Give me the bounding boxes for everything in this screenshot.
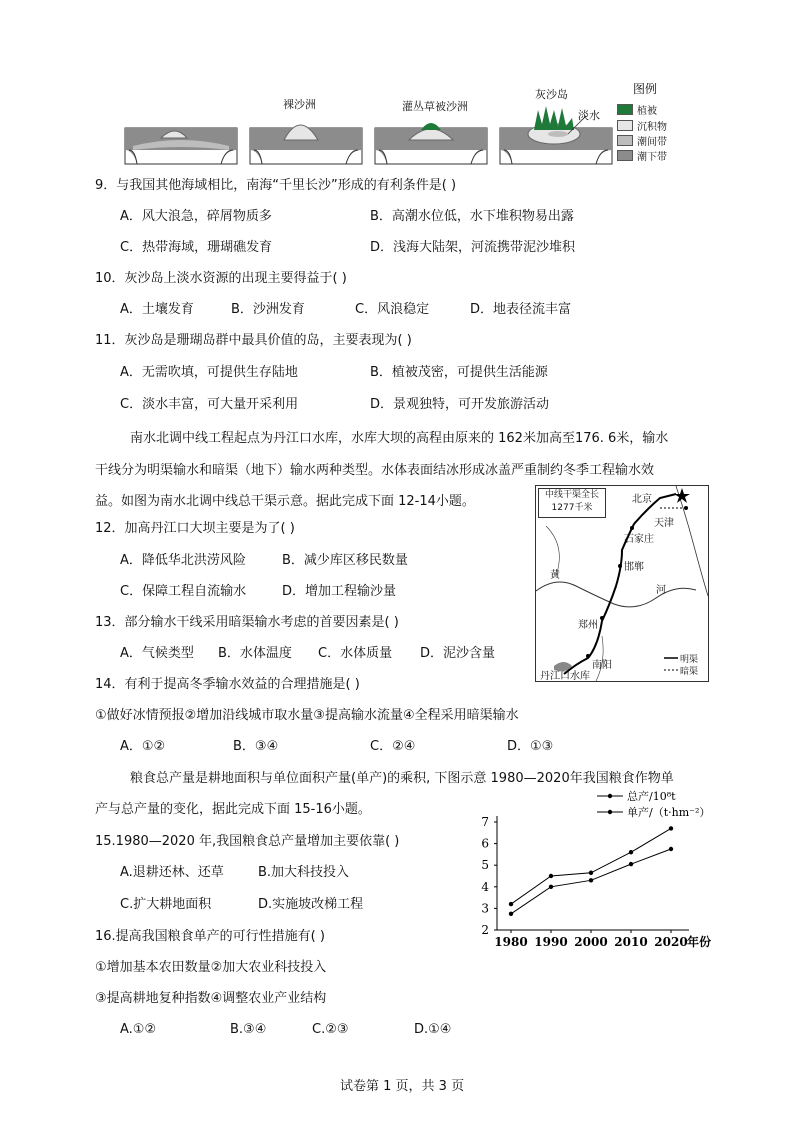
legend-label-vegetation: 植被 [637, 106, 657, 117]
q12-option-b: B．减少库区移民数量 [282, 553, 408, 568]
q14-option-b: B．③④ [233, 739, 279, 754]
q9-option-d: D．浅海大陆架，河流携带泥沙堆积 [370, 240, 576, 255]
x-tick-label: 2020 [654, 935, 688, 949]
passage3-line2: 产与总产量的变化，据此完成下面 15-16小题。 [95, 802, 371, 817]
q11-stem: 11．灰沙岛是珊瑚岛群中最具价值的岛，主要表现为( ) [95, 333, 412, 348]
q10-option-a: A．土壤发育 [120, 302, 194, 317]
series-point-2 [509, 912, 513, 916]
q13-option-b: B．水体温度 [218, 646, 292, 661]
city-handan: 邯郸 [624, 562, 644, 573]
q14-option-d: D．①③ [507, 739, 554, 754]
q16-stem: 16.提高我国粮食单产的可行性措施有( ) [95, 929, 325, 944]
q14-option-c: C．②④ [370, 739, 416, 754]
q12-option-d: D．增加工程输沙量 [282, 584, 397, 599]
q15-option-c: C.扩大耕地面积 [120, 897, 212, 912]
q11-option-d: D．景观独特，可开发旅游活动 [370, 397, 550, 412]
q11-option-c: C．淡水丰富，可大量开采利用 [120, 397, 299, 412]
x-tick-label: 1980 [494, 935, 528, 949]
q12-option-c: C．保障工程自流输水 [120, 584, 247, 599]
y-tick-label: 3 [481, 901, 489, 916]
series-point-2 [549, 885, 553, 889]
x-axis-label: 年份 [687, 935, 712, 949]
label-cay: 灰沙岛 [535, 88, 568, 101]
q13-option-c: C．水体质量 [318, 646, 393, 661]
y-tick-label: 6 [481, 836, 489, 851]
q12-option-a: A．降低华北洪涝风险 [120, 553, 246, 568]
passage3-line1: 粮食总产量是耕地面积与单位面积产量(单产)的乘积, 下图示意 1980—2020年我国粮食作物单 [130, 771, 674, 786]
grain-chart-svg [465, 790, 730, 955]
legend-title: 图例 [633, 82, 658, 96]
q13-stem: 13．部分输水干线采用暗渠输水考虑的首要因素是( ) [95, 615, 399, 630]
legend-label-sediment: 沉积物 [637, 122, 667, 133]
y-tick-label: 5 [481, 858, 489, 873]
sandbar-legend [613, 80, 683, 165]
label-shrub-sandbar: 灌丛草被沙洲 [402, 100, 468, 113]
city-tianjin: 天津 [654, 518, 674, 529]
passage2-line2: 干线分为明渠输水和暗渠（地下）输水两种类型。水体表面结冰形成冰盖严重制约冬季工程输水效 [95, 463, 655, 478]
q15-option-b: B.加大科技投入 [258, 865, 350, 880]
label-freshwater: 淡水 [578, 109, 600, 122]
city-nanyang: 南阳 [592, 660, 612, 671]
legend-marker-2 [608, 810, 612, 814]
q16-items-1: ①增加基本农田数量②加大农业科技投入 [95, 960, 327, 975]
map-legend-covered-canal: 暗渠 [680, 667, 699, 677]
legend-label-subtidal: 潮下带 [637, 152, 667, 163]
legend-swatch-intertidal [617, 135, 633, 146]
q11-option-a: A．无需吹填，可提供生存陆地 [120, 365, 298, 380]
q14-stem: 14．有利于提高冬季输水效益的合理措施是( ) [95, 677, 360, 692]
series-point-1 [509, 902, 513, 906]
river-label-he: 河 [656, 585, 666, 596]
q10-option-c: C．风浪稳定 [355, 302, 430, 317]
series-point-2 [669, 847, 673, 851]
legend-swatch-vegetation [617, 104, 633, 115]
city-beijing: 北京 [632, 494, 652, 505]
q16-items-2: ③提高耕地复种指数④调整农业产业结构 [95, 991, 327, 1006]
city-danjiangkou: 丹江口水库 [540, 671, 590, 682]
page-footer: 试卷第 1 页，共 3 页 [340, 1079, 465, 1094]
q14-items: ①做好冰情预报②增加沿线城市取水量③提高输水流量④全程采用暗渠输水 [95, 708, 519, 723]
passage2-line1: 南水北调中线工程起点为丹江口水库，水库大坝的高程由原来的 162米加高至176. 6米，输水 [130, 431, 669, 446]
q16-option-d: D.①④ [414, 1022, 452, 1037]
q12-stem: 12．加高丹江口大坝主要是为了( ) [95, 521, 295, 536]
legend-marker-1 [608, 794, 612, 798]
sandbar-figure [120, 78, 680, 168]
q10-stem: 10．灰沙岛上淡水资源的出现主要得益于( ) [95, 271, 347, 286]
q16-option-b: B.③④ [230, 1022, 267, 1037]
legend-label-2: 单产/（t·hm⁻²） [627, 806, 711, 819]
q9-option-c: C．热带海域，珊瑚礁发育 [120, 240, 273, 255]
series-point-1 [629, 850, 633, 854]
q15-option-a: A.退耕还林、还草 [120, 865, 224, 880]
q16-option-a: A.①② [120, 1022, 157, 1037]
legend-label-1: 总产/10⁸t [627, 790, 676, 803]
q9-option-a: A．风大浪急，碎屑物质多 [120, 209, 272, 224]
series-point-1 [669, 826, 673, 830]
city-zhengzhou: 郑州 [578, 620, 598, 631]
legend-label-intertidal: 潮间带 [637, 137, 667, 148]
q15-option-d: D.实施坡改梯工程 [258, 897, 364, 912]
q11-option-b: B．植被茂密，可提供生活能源 [370, 365, 548, 380]
passage2-line3: 益。如图为南水北调中线总干渠示意。据此完成下面 12-14小题。 [95, 494, 475, 509]
x-tick-label: 2000 [574, 935, 608, 949]
canal-map [535, 485, 709, 682]
river-label-huang: 黄 [550, 570, 560, 581]
x-tick-label: 1990 [534, 935, 568, 949]
q13-option-a: A．气候类型 [120, 646, 194, 661]
y-tick-label: 7 [481, 815, 489, 829]
map-length-line2: 1277千米 [551, 503, 593, 513]
series-point-1 [589, 871, 593, 875]
series-line-1 [511, 828, 671, 904]
q15-stem: 15.1980—2020 年,我国粮食总产量增加主要依靠( ) [95, 834, 400, 849]
q10-option-b: B．沙洲发育 [231, 302, 305, 317]
q14-option-a: A．①② [120, 739, 166, 754]
series-point-1 [549, 874, 553, 878]
y-tick-label: 4 [481, 879, 489, 894]
q9-option-b: B．高潮水位低，水下堆积物易出露 [370, 209, 574, 224]
city-shijiazhuang: 石家庄 [624, 534, 654, 545]
q9-stem: 9．与我国其他海域相比，南海“千里长沙”形成的有利条件是( ) [95, 178, 457, 193]
legend-swatch-subtidal [617, 150, 633, 161]
series-point-2 [589, 878, 593, 882]
map-length-line1: 中线干渠全长 [544, 490, 599, 500]
grain-chart [465, 790, 730, 955]
map-length-box [538, 488, 606, 518]
q16-option-c: C.②③ [312, 1022, 349, 1037]
x-tick-label: 2010 [614, 935, 648, 949]
map-legend-open-canal: 明渠 [680, 655, 699, 665]
legend-swatch-sediment [617, 120, 633, 131]
series-point-2 [629, 862, 633, 866]
label-bare-sandbar: 裸沙洲 [283, 98, 316, 111]
y-tick-label: 2 [481, 923, 489, 937]
q10-option-d: D．地表径流丰富 [470, 302, 572, 317]
q13-option-d: D．泥沙含量 [420, 646, 496, 661]
